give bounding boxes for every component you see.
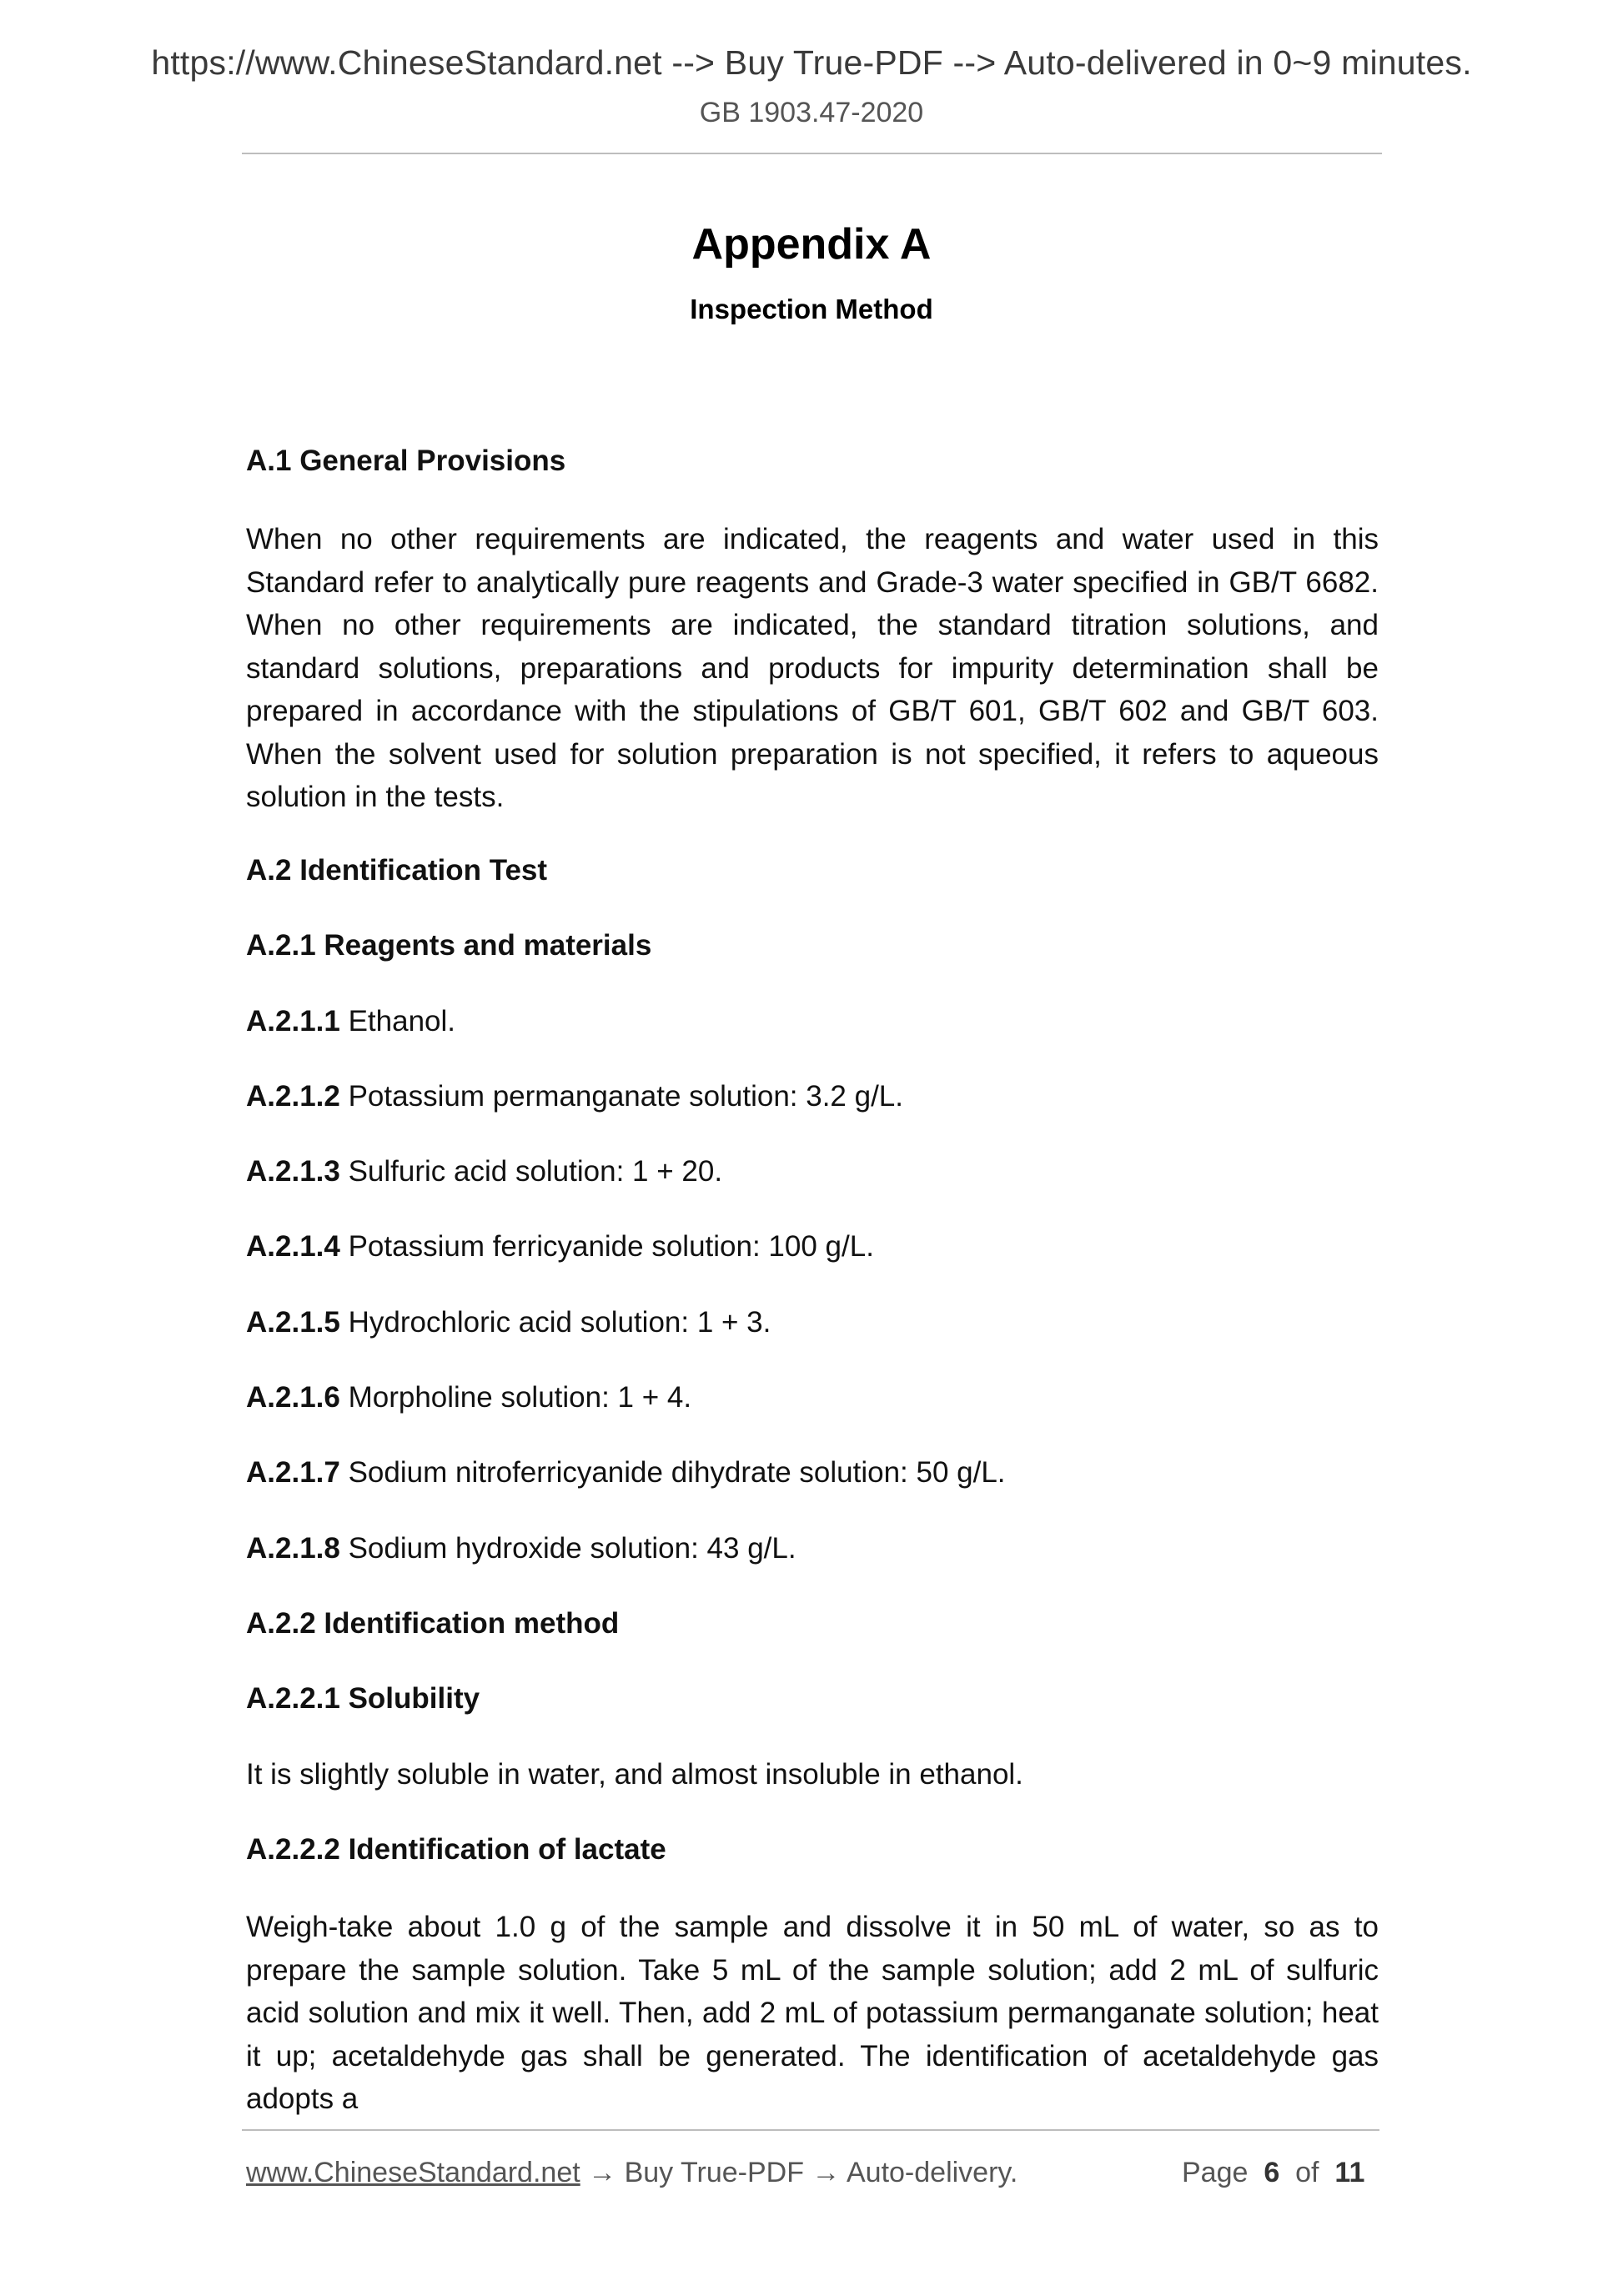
page-indicator [1182, 2157, 1364, 2189]
footer-url[interactable]: www.ChineseStandard.net [246, 2157, 580, 2188]
standard-code: GB 1903.47-2020 [699, 97, 924, 128]
reagent-item [246, 1532, 1379, 1565]
page-total: 11 [1334, 2157, 1365, 2188]
reagent-number: A.2.1.1 [246, 1005, 340, 1037]
general-provisions-paragraph: When no other requirements are indicated, the reagents and water used in this Standard refer to analytically pure reagents and Grade-3 water specified in GB/T 6682. When no other requirements are indicated, the standard titration solutions, and standard solutions, preparations and products for impurity determination shall be prepared in accordance with the stipulations of GB/T 601, GB/T 602 and GB/T 603. When the solvent used for solution preparation is not specified, it refers to aqueous solution in the tests. [246, 523, 1379, 813]
section-heading-a222: A.2.2.2 Identification of lactate [246, 1833, 666, 1866]
footer-divider [242, 2129, 1379, 2131]
reagent-text: Potassium permanganate solution: 3.2 g/L. [339, 1080, 903, 1113]
page-title: Appendix A [691, 220, 932, 269]
reagent-item [246, 1456, 1379, 1490]
section-heading-a221: A.2.2.1 Solubility [246, 1682, 480, 1715]
lactate-paragraph: Weigh-take about 1.0 g of the sample and dissolve it in 50 mL of water, so as to prepare the sample solution. Take 5 mL of the sample solution; add 2 mL of sulfuric acid solution and mix it well. Then, add 2 mL of potassium permanganate solution; heat it up; acetaldehyde gas shall be generated. The identification of acetaldehyde gas adopts a [246, 1911, 1379, 2115]
reagent-item [246, 1230, 1379, 1264]
solubility-text: It is slightly soluble in water, and almost insoluble in ethanol. [246, 1758, 1023, 1791]
footer-suffix: → Buy True-PDF → Auto-delivery. [580, 2157, 1018, 2188]
of-label: of [1295, 2157, 1319, 2188]
reagent-text: Hydrochloric acid solution: 1 + 3. [339, 1306, 771, 1339]
reagent-item [246, 1005, 1379, 1038]
page-label: Page [1182, 2157, 1249, 2188]
section-heading-a1: A.1 General Provisions [246, 445, 566, 477]
reagent-item [246, 1080, 1379, 1113]
reagent-text: Ethanol. [339, 1005, 456, 1037]
reagent-item [246, 1155, 1379, 1188]
reagent-number: A.2.1.3 [246, 1155, 340, 1188]
reagent-text: Potassium ferricyanide solution: 100 g/L. [339, 1230, 874, 1263]
reagent-number: A.2.1.2 [246, 1080, 340, 1113]
section-heading-a21: A.2.1 Reagents and materials [246, 929, 652, 962]
section-heading-a2: A.2 Identification Test [246, 854, 548, 887]
reagent-number: A.2.1.7 [246, 1456, 340, 1489]
reagent-text: Sodium hydroxide solution: 43 g/L. [339, 1532, 796, 1565]
reagent-text: Sodium nitroferricyanide dihydrate solution: 50 g/L. [339, 1456, 1006, 1489]
section-heading-a22: A.2.2 Identification method [246, 1607, 620, 1640]
reagent-item [246, 1381, 1379, 1414]
reagent-number: A.2.1.8 [246, 1532, 340, 1565]
reagent-number: A.2.1.6 [246, 1381, 340, 1414]
reagent-number: A.2.1.4 [246, 1230, 340, 1263]
header-banner: https://www.ChineseStandard.net --> Buy True-PDF --> Auto-delivered in 0~9 minutes. [151, 43, 1472, 82]
reagent-text: Morpholine solution: 1 + 4. [339, 1381, 692, 1414]
reagent-text: Sulfuric acid solution: 1 + 20. [339, 1155, 723, 1188]
page-subtitle: Inspection Method [690, 294, 933, 324]
reagent-item [246, 1306, 1379, 1339]
header-divider [242, 153, 1382, 154]
page-number: 6 [1264, 2157, 1280, 2188]
reagent-number: A.2.1.5 [246, 1306, 340, 1339]
footer-link[interactable] [246, 2157, 1018, 2189]
